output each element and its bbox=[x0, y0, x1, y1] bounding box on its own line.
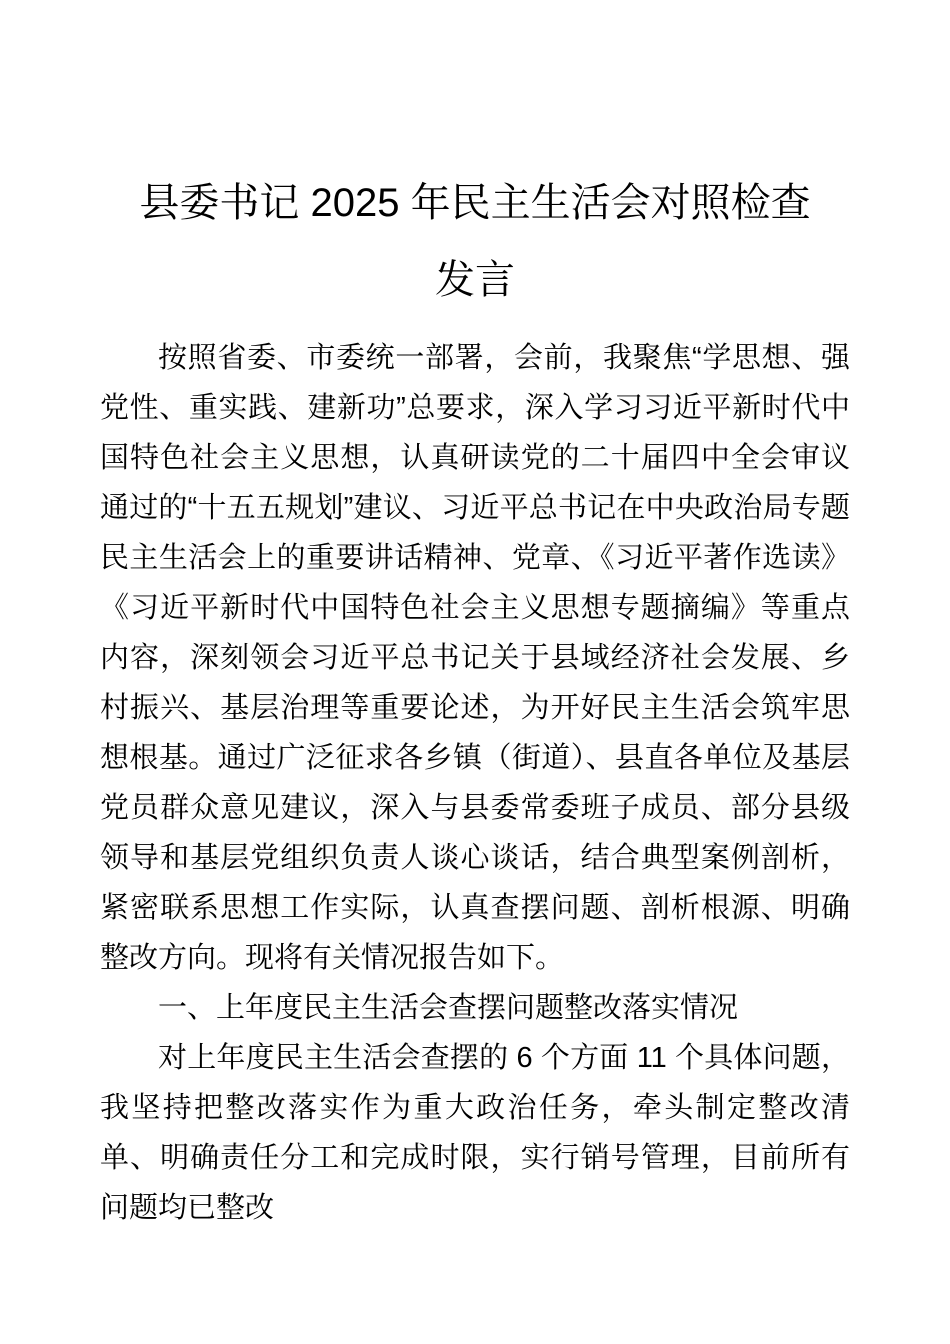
section-heading-1: 一、上年度民主生活会查摆问题整改落实情况 bbox=[158, 992, 739, 1024]
document-title bbox=[100, 165, 850, 319]
document-title-line-2: 发言 bbox=[435, 258, 515, 302]
paragraph-opening: 按照省委、市委统一部署，会前，我聚焦“学思想、强党性、重实践、建新功”总要求，深入学习习近平新时代中国特色社会主义思想，认真研读党的二十届四中全会审议通过的“十五五规划”建议、习近平总书记在中央政治局专题民主生活会上的重要讲话精神、党章、《习近平著作选读》《习近平新时代中国特色社会主义思想专题摘编》等重点内容，深刻领会习近平总书记关于县域经济社会发展、乡村振兴、基层治理等重要论述，为开好民主生活会筑牢思想根基。通过广泛征求各乡镇（街道）、县直各单位及基层党员群众意见建议，深入与县委常委班子成员、部分县级领导和基层党组织负责人谈心谈话，结合典型案例剖析，紧密联系思想工作实际，认真查摆问题、剖析根源、明确整改方向。现将有关情况报告如下。 bbox=[100, 342, 850, 974]
paragraph-rectification-status: 对上年度民主生活会查摆的 6 个方面 11 个具体问题，我坚持把整改落实作为重大政治任务，牵头制定整改清单、明确责任分工和完成时限，实行销号管理，目前所有问题均已整改 bbox=[100, 1042, 850, 1224]
document-title-line-1: 县委书记 2025 年民主生活会对照检查 bbox=[139, 181, 811, 225]
